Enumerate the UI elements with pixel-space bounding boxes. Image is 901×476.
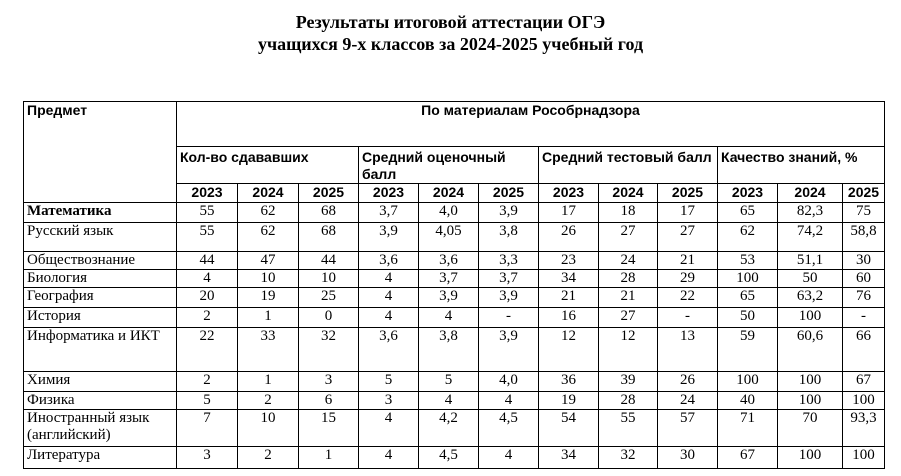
results-table (23, 101, 885, 469)
value-cell: 15 (299, 410, 359, 447)
value-cell: 22 (177, 328, 238, 372)
value-cell: 75 (843, 203, 885, 223)
value-cell: 21 (539, 288, 599, 308)
value-cell: 10 (299, 270, 359, 288)
value-cell: 4 (479, 447, 539, 469)
value-cell: 44 (299, 252, 359, 270)
value-cell: 74,2 (778, 223, 843, 252)
value-cell: 4,0 (419, 203, 479, 223)
value-cell: 68 (299, 223, 359, 252)
value-cell: 30 (843, 252, 885, 270)
value-cell: 100 (718, 270, 778, 288)
subject-cell: Биология (24, 270, 177, 288)
value-cell: 62 (238, 223, 299, 252)
value-cell: 3 (359, 392, 419, 410)
value-cell: 40 (718, 392, 778, 410)
subject-cell: Русский язык (24, 223, 177, 252)
value-cell: 19 (238, 288, 299, 308)
value-cell: - (843, 308, 885, 328)
value-cell: 51,1 (778, 252, 843, 270)
year-header: 2024 (419, 184, 479, 203)
year-header: 2024 (599, 184, 658, 203)
value-cell: 3,7 (359, 203, 419, 223)
value-cell: 100 (778, 308, 843, 328)
value-cell: 59 (718, 328, 778, 372)
table-row (24, 223, 885, 252)
value-cell: 26 (539, 223, 599, 252)
value-cell: 4 (177, 270, 238, 288)
value-cell: 5 (359, 372, 419, 392)
subject-cell: Обществознание (24, 252, 177, 270)
year-header: 2023 (718, 184, 778, 203)
value-cell: 50 (718, 308, 778, 328)
value-cell: 3,9 (479, 203, 539, 223)
value-cell: 3,9 (359, 223, 419, 252)
year-header: 2025 (843, 184, 885, 203)
value-cell: 4,05 (419, 223, 479, 252)
table-row (24, 447, 885, 469)
value-cell: 67 (843, 372, 885, 392)
year-header: 2023 (359, 184, 419, 203)
value-cell: - (479, 308, 539, 328)
value-cell: 4 (419, 392, 479, 410)
value-cell: 26 (658, 372, 718, 392)
year-header: 2023 (177, 184, 238, 203)
value-cell: 50 (778, 270, 843, 288)
group-header-count: Кол-во сдававших (177, 147, 359, 184)
value-cell: 17 (658, 203, 718, 223)
value-cell: 34 (539, 447, 599, 469)
value-cell: 3 (299, 372, 359, 392)
value-cell: 70 (778, 410, 843, 447)
value-cell: 47 (238, 252, 299, 270)
value-cell: 1 (238, 372, 299, 392)
value-cell: 58,8 (843, 223, 885, 252)
value-cell: 65 (718, 288, 778, 308)
value-cell: 2 (238, 447, 299, 469)
table-row (24, 288, 885, 308)
value-cell: 1 (238, 308, 299, 328)
value-cell: 100 (843, 447, 885, 469)
value-cell: 62 (718, 223, 778, 252)
value-cell: 60 (843, 270, 885, 288)
value-cell: 24 (658, 392, 718, 410)
value-cell: 4,5 (419, 447, 479, 469)
value-cell: 32 (299, 328, 359, 372)
value-cell: 3,8 (479, 223, 539, 252)
subject-cell: Химия (24, 372, 177, 392)
value-cell: 55 (599, 410, 658, 447)
table-row (24, 270, 885, 288)
value-cell: 65 (718, 203, 778, 223)
value-cell: 25 (299, 288, 359, 308)
value-cell: 12 (539, 328, 599, 372)
value-cell: 22 (658, 288, 718, 308)
title-line-2: учащихся 9-х классов за 2024-2025 учебный год (257, 34, 644, 54)
year-header: 2023 (539, 184, 599, 203)
value-cell: 3,6 (359, 252, 419, 270)
year-header: 2025 (299, 184, 359, 203)
value-cell: 66 (843, 328, 885, 372)
value-cell: 100 (778, 392, 843, 410)
value-cell: 28 (599, 392, 658, 410)
value-cell: 3,9 (479, 288, 539, 308)
value-cell: 34 (539, 270, 599, 288)
value-cell: 4 (359, 410, 419, 447)
value-cell: 6 (299, 392, 359, 410)
value-cell: 67 (718, 447, 778, 469)
value-cell: 4 (479, 392, 539, 410)
value-cell: 21 (658, 252, 718, 270)
value-cell: 3,3 (479, 252, 539, 270)
value-cell: 4,2 (419, 410, 479, 447)
value-cell: 54 (539, 410, 599, 447)
value-cell: 63,2 (778, 288, 843, 308)
value-cell: 27 (658, 223, 718, 252)
table-row (24, 392, 885, 410)
value-cell: 17 (539, 203, 599, 223)
value-cell: 3,7 (419, 270, 479, 288)
value-cell: 23 (539, 252, 599, 270)
subject-cell: История (24, 308, 177, 328)
value-cell: 4 (359, 288, 419, 308)
value-cell: 36 (539, 372, 599, 392)
value-cell: 4 (359, 308, 419, 328)
value-cell: 4 (419, 308, 479, 328)
table-row (24, 203, 885, 223)
value-cell: 3 (177, 447, 238, 469)
value-cell: 68 (299, 203, 359, 223)
table-body (24, 203, 885, 469)
value-cell: 2 (177, 308, 238, 328)
value-cell: 27 (599, 223, 658, 252)
value-cell: 28 (599, 270, 658, 288)
value-cell: 39 (599, 372, 658, 392)
value-cell: 3,7 (479, 270, 539, 288)
value-cell: 5 (177, 392, 238, 410)
group-header-avg-grade: Средний оценочный балл (359, 147, 539, 184)
subject-header: Предмет (24, 102, 177, 203)
value-cell: 2 (177, 372, 238, 392)
value-cell: 30 (658, 447, 718, 469)
title-line-1: Результаты итоговой аттестации ОГЭ (295, 12, 606, 32)
value-cell: 24 (599, 252, 658, 270)
value-cell: 3,8 (419, 328, 479, 372)
value-cell: 13 (658, 328, 718, 372)
table-row (24, 372, 885, 392)
value-cell: 3,9 (419, 288, 479, 308)
year-header: 2025 (479, 184, 539, 203)
value-cell: 55 (177, 223, 238, 252)
value-cell: 5 (419, 372, 479, 392)
value-cell: 3,9 (479, 328, 539, 372)
subject-cell: Иностранный язык (английский) (24, 410, 177, 447)
value-cell: 20 (177, 288, 238, 308)
value-cell: 19 (539, 392, 599, 410)
value-cell: 71 (718, 410, 778, 447)
value-cell: 100 (718, 372, 778, 392)
value-cell: 27 (599, 308, 658, 328)
value-cell: 57 (658, 410, 718, 447)
value-cell: 12 (599, 328, 658, 372)
group-header-quality: Качество знаний, % (718, 147, 885, 184)
year-header: 2025 (658, 184, 718, 203)
table-row (24, 410, 885, 447)
value-cell: 4,0 (479, 372, 539, 392)
value-cell: 33 (238, 328, 299, 372)
value-cell: 3,6 (419, 252, 479, 270)
value-cell: 10 (238, 410, 299, 447)
value-cell: 60,6 (778, 328, 843, 372)
page-title (0, 11, 901, 55)
value-cell: 3,6 (359, 328, 419, 372)
value-cell: 10 (238, 270, 299, 288)
subject-cell: География (24, 288, 177, 308)
table-row (24, 308, 885, 328)
value-cell: 21 (599, 288, 658, 308)
value-cell: 7 (177, 410, 238, 447)
year-header: 2024 (778, 184, 843, 203)
value-cell: 76 (843, 288, 885, 308)
value-cell: 18 (599, 203, 658, 223)
year-header: 2024 (238, 184, 299, 203)
subject-cell: Информатика и ИКТ (24, 328, 177, 372)
value-cell: 1 (299, 447, 359, 469)
subject-cell: Литература (24, 447, 177, 469)
value-cell: 29 (658, 270, 718, 288)
value-cell: 53 (718, 252, 778, 270)
value-cell: - (658, 308, 718, 328)
value-cell: 100 (778, 372, 843, 392)
header-row-source (24, 102, 885, 147)
value-cell: 32 (599, 447, 658, 469)
value-cell: 100 (843, 392, 885, 410)
table-row (24, 252, 885, 270)
value-cell: 0 (299, 308, 359, 328)
value-cell: 4,5 (479, 410, 539, 447)
group-header-avg-test: Средний тестовый балл (539, 147, 718, 184)
value-cell: 16 (539, 308, 599, 328)
value-cell: 100 (778, 447, 843, 469)
value-cell: 4 (359, 447, 419, 469)
subject-cell: Математика (24, 203, 177, 223)
value-cell: 4 (359, 270, 419, 288)
table-row (24, 328, 885, 372)
value-cell: 44 (177, 252, 238, 270)
value-cell: 62 (238, 203, 299, 223)
value-cell: 2 (238, 392, 299, 410)
subject-cell: Физика (24, 392, 177, 410)
source-header: По материалам Рособрнадзора (177, 102, 885, 147)
value-cell: 55 (177, 203, 238, 223)
value-cell: 93,3 (843, 410, 885, 447)
value-cell: 82,3 (778, 203, 843, 223)
